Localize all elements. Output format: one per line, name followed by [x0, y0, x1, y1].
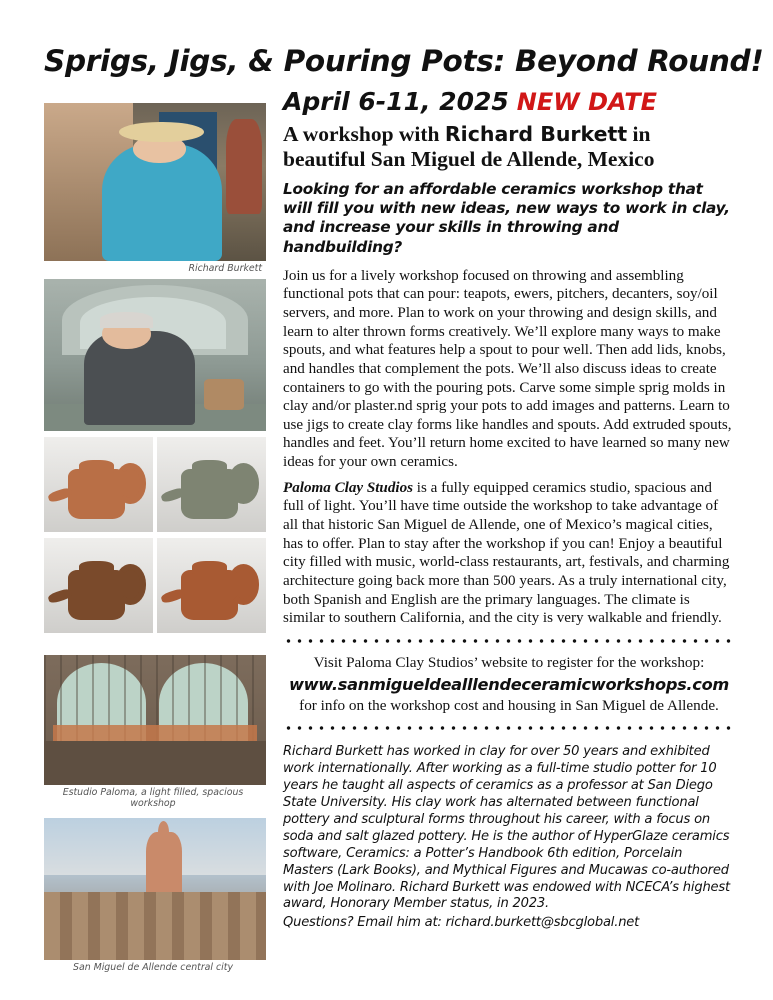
- dotted-divider-bottom: [283, 724, 735, 732]
- workshop-description: Join us for a lively workshop focused on throwing and assembling functional pots that can pour: teapots, ewers, pitchers, decanters, soy/oil servers, and more. Plan to work on your throwing and design skills, and learn to alter thrown forms creatively. We’ll explore many ways to make spouts, and what features help a spout to pour well. Then add lids, knobs, and handles that complement the pots. We’ll also discuss ideas to create containers to go with the pouring pots. Carve some simple sprig molds in clay and/or plaster.nd sprig your pots to add images and patterns. Learn to use jigs to create clay forms like handles and spouts. Add extruded spouts, handles and feet. You’ll return home excited to have learned so many new ideas for your own ceramics.: [283, 267, 732, 471]
- new-date-badge: NEW DATE: [516, 88, 658, 116]
- instructor-bio: [283, 744, 735, 932]
- photo-teapot-rust: [157, 538, 266, 633]
- register-url-link[interactable]: www.sanmigueldealllendeceramicworkshops.com: [289, 674, 729, 694]
- studio-description-text: is a fully equipped ceramics studio, spacious and full of light. You’ll have time outside the workshop to take advantage of all that historic San Miguel de Allende, one of Mexico’s magical cities, has to offer. Plan to stay after the workshop if you can! Enjoy a beautiful city filled with music, world-class restaurants, art, festivals, and charming architecture going back more than 500 years. As a truly international city, both Spanish and English are the primary languages. The climate is similar to southern California, and the city is very walkable and friendly.: [283, 479, 730, 627]
- contact-email-line[interactable]: Questions? Email him at: richard.burkett@sbcglobal.net: [283, 915, 640, 931]
- workshop-hook: Looking for an affordable ceramics workshop that will fill you with new ideas, new ways to work in clay, and increase your skills in throwing and handbuilding?: [283, 180, 730, 256]
- bio-text: Richard Burkett has worked in clay for over 50 years and exhibited work internationally. After working as a full-time studio potter for 10 years he taught all aspects of ceramics as a professor at San Diego State University. His clay work has alternated between functional pottery and sculptural forms throughout his career, with a focus on soda and salt glazed pottery. He is the author of HyperGlaze ceramics software, Ceramics: a Potter’s Handbook 6th edition, Porcelain Masters (Lark Books), and Mythical Figures and Mucawas co-authored with Joe Molinaro. Richard Burkett was endowed with NCECA’s highest award, Honorary Member status, in 2023.: [283, 744, 730, 912]
- workshop-dates: [283, 88, 735, 116]
- photo-portrait-hat: [44, 103, 266, 261]
- instructor-name: Richard Burkett: [444, 121, 628, 146]
- register-block: [283, 653, 735, 716]
- photo-caption-studio: Estudio Paloma, a light filled, spacious workshop: [62, 787, 244, 809]
- photo-city: [44, 818, 266, 960]
- register-line-1: Visit Paloma Clay Studios’ website to register for the workshop:: [313, 653, 705, 671]
- photo-caption-portrait-hat: Richard Burkett: [188, 263, 262, 274]
- photo-grid-row-1: [44, 437, 266, 532]
- page-title: Sprigs, Jigs, & Pouring Pots: Beyond Round!: [44, 44, 764, 78]
- subhead-pre: A workshop with: [283, 121, 445, 146]
- studio-name: Paloma Clay Studios: [283, 479, 413, 496]
- register-line-2: for info on the workshop cost and housing in San Miguel de Allende.: [299, 696, 719, 714]
- studio-description: [283, 479, 735, 628]
- photo-studio: [44, 655, 266, 785]
- photo-teapot-olive: [157, 437, 266, 532]
- photo-portrait-working: [44, 279, 266, 431]
- subhead-post: in: [627, 121, 651, 146]
- photo-grid-row-2: [44, 538, 266, 633]
- photo-decanter-brown: [44, 538, 153, 633]
- photo-column: [44, 103, 266, 978]
- content-column: [283, 88, 735, 932]
- dates-text: April 6-11, 2025: [283, 87, 509, 116]
- workshop-subhead: [283, 122, 735, 173]
- photo-caption-city: San Miguel de Allende central city: [73, 962, 233, 973]
- photo-teapot-terracotta: [44, 437, 153, 532]
- subhead-location: beautiful San Miguel de Allende, Mexico: [283, 146, 655, 171]
- dotted-divider-top: [283, 637, 735, 645]
